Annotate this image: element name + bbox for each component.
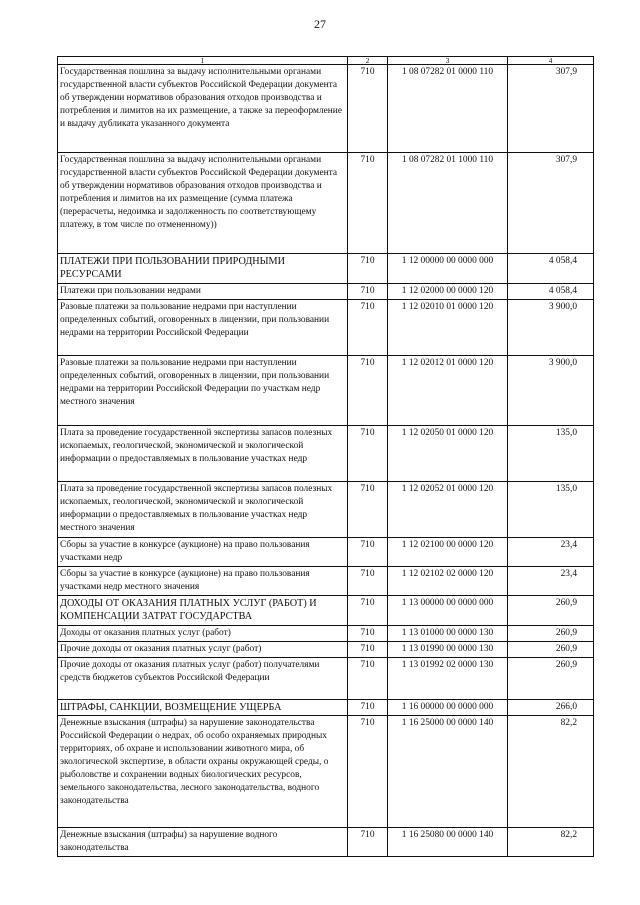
row-name-cell: Прочие доходы от оказания платных услуг (работ) получателями средств бюджетов субъектов Российской Федерации [58,658,348,700]
row-classification-code-cell: 1 16 25000 00 0000 140 [388,716,508,828]
row-classification-code-cell: 1 12 02012 01 0000 120 [388,356,508,426]
table-row [58,356,594,426]
row-classification-code-cell: 1 12 00000 00 0000 000 [388,254,508,284]
table-row [58,482,594,538]
table-row [58,153,594,254]
row-classification-code-cell: 1 13 01992 02 0000 130 [388,658,508,700]
row-classification-code-cell: 1 12 02052 01 0000 120 [388,482,508,538]
table-row [58,284,594,300]
row-amount-cell: 260,9 [508,596,594,626]
row-amount-cell: 135,0 [508,426,594,482]
row-admin-code-cell: 710 [348,716,388,828]
row-amount-cell: 266,0 [508,700,594,716]
table-row [58,538,594,567]
row-admin-code-cell: 710 [348,596,388,626]
row-amount-cell: 4 058,4 [508,254,594,284]
column-number-2: 2 [348,57,388,65]
row-name-cell: Плата за проведение государственной экспертизы запасов полезных ископаемых, геологической, экономической и экологической информации о предоставляемых в пользование участках недр [58,426,348,482]
row-admin-code-cell: 710 [348,300,388,356]
row-name-cell: Разовые платежи за пользование недрами при наступлении определенных событий, оговоренных в лицензии, при пользовании недрами на территории Российской Федерации по участкам недр местного значения [58,356,348,426]
row-amount-cell: 82,2 [508,828,594,857]
row-classification-code-cell: 1 12 02000 00 0000 120 [388,284,508,300]
row-admin-code-cell: 710 [348,626,388,642]
table-row [58,658,594,700]
row-classification-code-cell: 1 12 02050 01 0000 120 [388,426,508,482]
column-number-1: 1 [58,57,348,65]
row-name-cell: Денежные взыскания (штрафы) за нарушение водного законодательства [58,828,348,857]
row-amount-cell: 4 058,4 [508,284,594,300]
row-amount-cell: 307,9 [508,65,594,153]
row-admin-code-cell: 710 [348,700,388,716]
row-amount-cell: 135,0 [508,482,594,538]
row-classification-code-cell: 1 12 02010 01 0000 120 [388,300,508,356]
row-name-cell: Плата за проведение государственной экспертизы запасов полезных ископаемых, геологической, экономической и экологической информации о предоставляемых в пользование участках недр местного значения [58,482,348,538]
row-admin-code-cell: 710 [348,642,388,658]
table-row [58,254,594,284]
table-row [58,596,594,626]
row-name-cell: Прочие доходы от оказания платных услуг (работ) [58,642,348,658]
table-row [58,828,594,857]
row-admin-code-cell: 710 [348,254,388,284]
row-amount-cell: 260,9 [508,626,594,642]
row-classification-code-cell: 1 12 02102 02 0000 120 [388,567,508,596]
row-amount-cell: 23,4 [508,538,594,567]
table-row [58,65,594,153]
row-admin-code-cell: 710 [348,482,388,538]
budget-revenue-table [57,56,594,857]
row-classification-code-cell: 1 13 01000 00 0000 130 [388,626,508,642]
row-name-cell: Сборы за участие в конкурсе (аукционе) на право пользования участками недр [58,538,348,567]
row-admin-code-cell: 710 [348,153,388,254]
row-name-cell: Денежные взыскания (штрафы) за нарушение законодательства Российской Федерации о недрах, об особо охраняемых природных территориях, об охране и использовании животного мира, об экологической экспертизе, в области охраны окружающей среды, о рыболовстве и сохранении водных биологических ресурсов, земельного законодательства, лесного законодательства, водного законодательства [58,716,348,828]
row-classification-code-cell: 1 08 07282 01 0000 110 [388,65,508,153]
table-row [58,626,594,642]
row-name-cell: ПЛАТЕЖИ ПРИ ПОЛЬЗОВАНИИ ПРИРОДНЫМИ РЕСУРСАМИ [58,254,348,284]
row-amount-cell: 82,2 [508,716,594,828]
row-admin-code-cell: 710 [348,284,388,300]
row-admin-code-cell: 710 [348,538,388,567]
column-number-4: 4 [508,57,594,65]
table-row [58,300,594,356]
row-name-cell: Разовые платежи за пользование недрами при наступлении определенных событий, оговоренных в лицензии, при пользовании недрами на территории Российской Федерации [58,300,348,356]
row-name-cell: ШТРАФЫ, САНКЦИИ, ВОЗМЕЩЕНИЕ УЩЕРБА [58,700,348,716]
row-amount-cell: 23,4 [508,567,594,596]
row-amount-cell: 307,9 [508,153,594,254]
row-classification-code-cell: 1 13 00000 00 0000 000 [388,596,508,626]
row-admin-code-cell: 710 [348,658,388,700]
row-admin-code-cell: 710 [348,356,388,426]
table-row [58,700,594,716]
row-classification-code-cell: 1 13 01990 00 0000 130 [388,642,508,658]
row-amount-cell: 260,9 [508,642,594,658]
row-classification-code-cell: 1 16 25080 00 0000 140 [388,828,508,857]
table-row [58,426,594,482]
column-number-row [58,57,594,65]
row-name-cell: Доходы от оказания платных услуг (работ) [58,626,348,642]
table-row [58,567,594,596]
row-admin-code-cell: 710 [348,65,388,153]
row-name-cell: ДОХОДЫ ОТ ОКАЗАНИЯ ПЛАТНЫХ УСЛУГ (РАБОТ) И КОМПЕНСАЦИИ ЗАТРАТ ГОСУДАРСТВА [58,596,348,626]
page-number: 27 [314,17,326,31]
row-admin-code-cell: 710 [348,828,388,857]
row-amount-cell: 260,9 [508,658,594,700]
row-admin-code-cell: 710 [348,567,388,596]
row-classification-code-cell: 1 12 02100 00 0000 120 [388,538,508,567]
column-number-3: 3 [388,57,508,65]
row-name-cell: Государственная пошлина за выдачу исполнительными органами государственной власти субъектов Российской Федерации документа об утверждении нормативов образования отходов производства и потребления и лимитов на их размещение, а также за переоформление и выдачу дубликата указанного документа [58,65,348,153]
row-amount-cell: 3 900,0 [508,356,594,426]
row-amount-cell: 3 900,0 [508,300,594,356]
row-name-cell: Платежи при пользовании недрами [58,284,348,300]
row-name-cell: Государственная пошлина за выдачу исполнительными органами государственной власти субъектов Российской Федерации документа об утверждении нормативов образования отходов производства и потребления и лимитов на их размещение (сумма платежа (перерасчеты, недоимка и задолженность по соответствующему платежу, в том числе по отмененному)) [58,153,348,254]
table-row [58,716,594,828]
table-row [58,642,594,658]
row-admin-code-cell: 710 [348,426,388,482]
row-classification-code-cell: 1 08 07282 01 1000 110 [388,153,508,254]
row-classification-code-cell: 1 16 00000 00 0000 000 [388,700,508,716]
row-name-cell: Сборы за участие в конкурсе (аукционе) на право пользования участками недр местного значения [58,567,348,596]
